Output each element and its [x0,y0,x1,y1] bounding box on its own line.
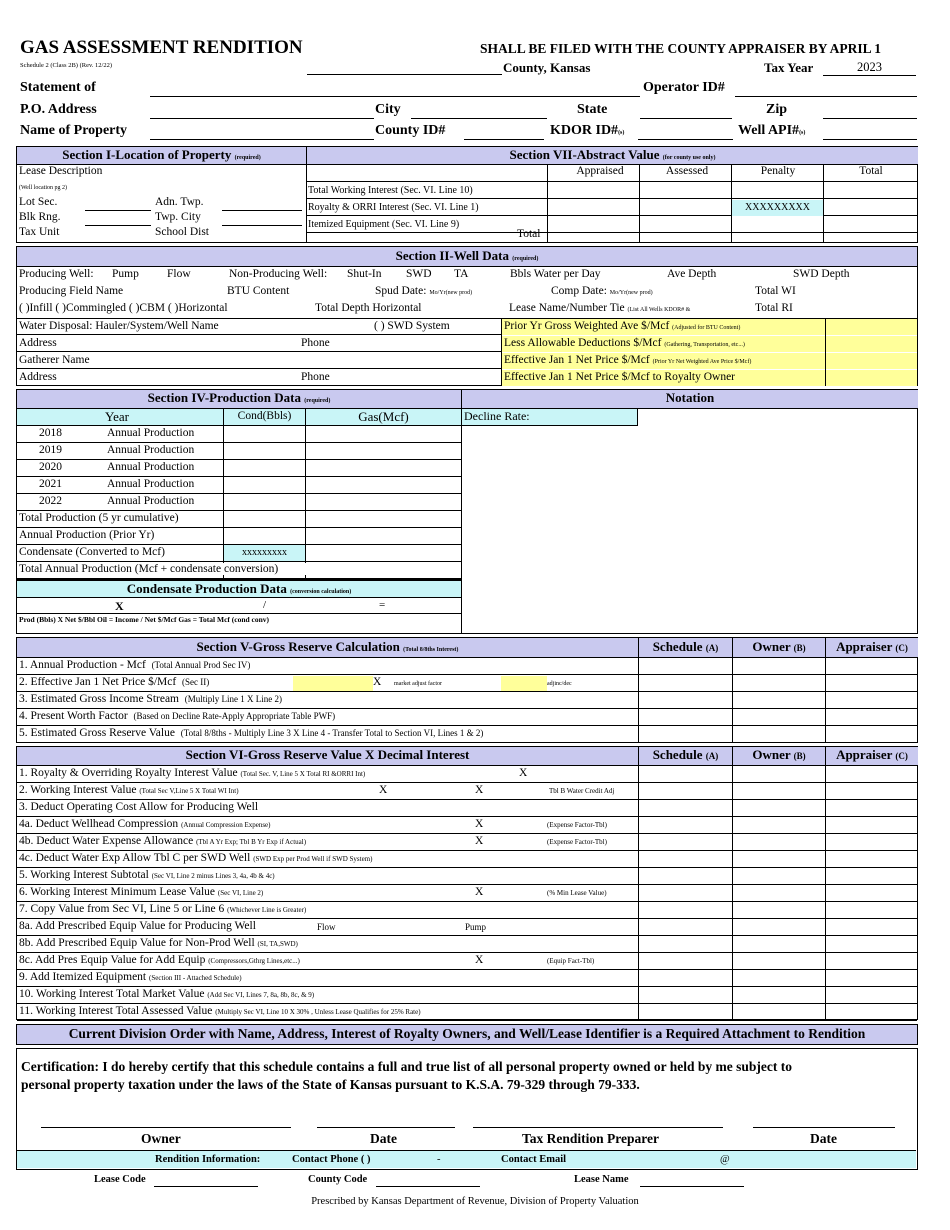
schedule-col-header: Schedule (A) [639,638,732,658]
county-label: County, Kansas [503,60,591,75]
cert-line-2: personal property taxation under the laws of the State of Kansas pursuant to K.S.A. 79-329 through 79-333. [21,1077,640,1092]
zip-input[interactable] [823,118,917,119]
owner-label: Owner [141,1131,181,1146]
cond-slash: / [263,599,267,611]
notation-header: Notation [462,390,918,409]
tax-year-value[interactable]: 2023 [823,60,916,76]
well-api-label: Well API#(s) [738,123,806,138]
well-type-options[interactable]: ( )Infill ( )Commingled ( )CBM ( )Horizontal [19,302,228,314]
prescribed-by: Prescribed by Kansas Department of Revenue, Division of Property Valuation [311,1196,639,1207]
lot-sec-input[interactable] [85,210,151,211]
s6-x: X [475,835,484,847]
swd-depth-label: SWD Depth [793,268,850,280]
s6-line: 7. Copy Value from Sec VI, Line 5 or Line 6 (Whichever Line is Greater) [19,903,307,915]
certification-box [16,1048,918,1170]
s6-note: (Expense Factor-Tbl) [547,821,607,829]
s6-appraiser-header: Appraiser (C) [826,747,918,766]
contact-phone[interactable]: Contact Phone ( ) [292,1154,371,1165]
po-address-input[interactable] [150,118,374,119]
total-working-interest-label: Total Working Interest (Sec. VI. Line 10) [308,185,473,196]
production-year: 2019 [39,444,62,456]
county-id-label: County ID# [375,123,446,138]
lease-code-label: Lease Code [94,1174,146,1185]
owner-date[interactable] [317,1127,455,1128]
address-label-2: Address [19,371,57,383]
condensate-header: Condensate Production Data (conversion calculation) [17,579,461,598]
section-6 [16,746,918,1020]
property-name-label: Name of Property [20,123,128,138]
production-grid [17,409,461,579]
property-name-input[interactable] [150,139,374,140]
kdor-id-input[interactable] [638,139,733,140]
owner-signature[interactable] [41,1127,291,1128]
s6-note: Tbl B Water Credit Adj [549,787,615,795]
field-name-label: Producing Field Name [19,285,124,297]
city-label: City [375,102,401,117]
production-year: 2020 [39,461,62,473]
s6-x: X [475,954,484,966]
net-price-label: Effective Jan 1 Net Price $/Mcf (Prior Yr Net Weighted Ave Price $/Mcf) [504,354,752,366]
date-label-2: Date [810,1131,837,1146]
producing-well-label: Producing Well: [19,268,94,280]
s6-x: X [519,767,528,779]
market-adjust-label: market adjust factor [394,681,442,687]
col-appraised: Appraised [576,165,624,177]
decline-rate-label: Decline Rate: [462,409,638,426]
production-label: Annual Production [107,495,195,507]
section-7-header: Section VII-Abstract Value (for county use only) [307,147,918,165]
itemized-equipment-label: Itemized Equipment (Sec. VI. Line 9) [308,219,460,230]
royalty-net-price-input[interactable] [826,370,917,386]
s6-line: 3. Deduct Operating Cost Allow for Producing Well [19,801,259,813]
condensate-label: Condensate (Converted to Mcf) [19,546,165,558]
gatherer-name-label: Gatherer Name [19,354,90,366]
well-api-input[interactable] [823,139,917,140]
email-at: @ [720,1154,730,1165]
form-title: GAS ASSESSMENT RENDITION [20,37,303,58]
royalty-orri-label: Royalty & ORRI Interest (Sec. VI. Line 1) [308,202,479,213]
s5-line5: 5. Estimated Gross Reserve Value (Total 8/8ths - Multiply Line 3 X Line 4 - Transfer Total to Section VI, Lines 1 & 2) [19,727,484,739]
schedule-rev: Schedule 2 (Class 2B) (Rev. 12/22) [20,62,113,69]
s6-x: X [475,886,484,898]
spud-date-label: Spud Date: Mo/Yr(new prod) [375,285,473,297]
zip-label: Zip [766,102,788,117]
deductions-label: Less Allowable Deductions $/Mcf (Gathering, Transportation, etc...) [504,337,745,349]
section-4-header: Section IV-Production Data (required) [17,390,461,409]
lease-name-label: Lease Name [574,1174,629,1185]
preparer-label: Tax Rendition Preparer [522,1131,660,1146]
s5-line4: 4. Present Worth Factor (Based on Decline Rate-Apply Appropriate Table PWF) [19,710,336,722]
operator-id-input[interactable] [735,96,917,97]
production-year: 2018 [39,427,62,439]
s6-line: 9. Add Itemized Equipment (Section III - Attached Schedule) [19,971,242,983]
s6-l2-x1: X [379,784,388,796]
blk-rng-input[interactable] [85,225,151,226]
section-4 [16,389,918,634]
s5-line3: 3. Estimated Gross Income Stream (Multiply Line 1 X Line 2) [19,693,282,705]
deductions-input[interactable] [826,336,917,352]
annual-prior-label: Annual Production (Prior Yr) [19,529,155,541]
s6-line: 10. Working Interest Total Market Value (Add Sec VI, Lines 7, 8a, 8b, 8c, & 9) [19,988,315,1000]
s6-line: 4c. Deduct Water Exp Allow Tbl C per SWD Well (SWD Exp per Prod Well if SWD System) [19,852,373,864]
county-code-input[interactable] [376,1186,480,1187]
abstract-value-grid [307,165,918,243]
water-disposal-label: Water Disposal: Hauler/System/Well Name [19,320,219,332]
s6-line: 11. Working Interest Total Assessed Value (Multiply Sec VI, Line 10 X 30% , Unless Lease Qualifies for 25% Rate) [19,1005,421,1017]
state-label: State [577,102,608,117]
phone-label-1: Phone [301,337,330,349]
county-code-label: County Code [308,1174,368,1185]
condensate-masked: xxxxxxxxx [224,545,305,561]
section-1-7 [16,146,918,243]
address-label-1: Address [19,337,57,349]
operator-id-label: Operator ID# [643,80,725,95]
s6-line: 4a. Deduct Wellhead Compression (Annual Compression Expense) [19,818,271,830]
state-input[interactable] [640,118,732,119]
well-location-note: (Well location pg 2) [19,185,68,191]
shut-in-option[interactable]: Shut-In [347,268,382,280]
prior-yr-gross-label: Prior Yr Gross Weighted Ave $/Mcf (Adjusted for BTU Content) [504,320,741,332]
owner-col-header: Owner (B) [733,638,825,658]
production-label: Annual Production [107,427,195,439]
adn-twp-label: Adn. Twp. [155,196,204,208]
lease-name-input[interactable] [640,1186,744,1187]
net-price-input[interactable] [826,353,917,369]
s6-line: 8c. Add Pres Equip Value for Add Equip (Compressors,Gthrg Lines,etc...) [19,954,300,966]
preparer-signature[interactable] [473,1127,723,1128]
date-label-1: Date [370,1131,397,1146]
ave-depth-label: Ave Depth [667,268,717,280]
net-price-yellow[interactable] [293,676,373,691]
ta-option[interactable]: TA [454,268,469,280]
cert-line-1: Certification: I do hereby certify that this schedule contains a full and true list of all personal property owned or held by me subject to [21,1059,792,1074]
abstract-total-label: Total [517,228,541,240]
filing-notice: SHALL BE FILED WITH THE COUNTY APPRAISER BY APRIL 1 [480,41,881,56]
s6-line: 8b. Add Prescribed Equip Value for Non-Prod Well (SI, TA,SWD) [19,937,298,949]
production-label: Annual Production [107,478,195,490]
section-1-header: Section I-Location of Property (required) [17,147,306,165]
gas-header: Gas(Mcf) [358,409,409,424]
col-penalty: Penalty [760,165,796,177]
pump-option[interactable]: Pump [112,268,139,280]
section-5 [16,637,918,743]
s6-line: 6. Working Interest Minimum Lease Value (Sec VI, Line 2) [19,886,264,898]
total-annual-label: Total Annual Production (Mcf + condensate conversion) [19,563,307,575]
po-address-label: P.O. Address [20,102,97,117]
total-ri-label: Total RI [755,302,793,314]
btu-content-label: BTU Content [227,285,290,297]
total-depth-horizontal-label: Total Depth Horizontal [315,302,422,314]
s6-x: X [475,784,484,796]
s6-line: 1. Royalty & Overriding Royalty Interest Value (Total Sec. V, Line 5 X Total RI &ORRI Int) [19,767,366,779]
section-2 [16,246,918,386]
production-year: 2021 [39,478,62,490]
s6-note: (% Min Lease Value) [547,889,607,897]
s6-owner-header: Owner (B) [733,747,825,766]
phone-label-2: Phone [301,371,330,383]
statement-of-label: Statement of [20,80,96,95]
flow-option[interactable]: Flow [167,268,191,280]
lot-sec-label: Lot Sec. [19,196,58,208]
tax-unit-label: Tax Unit [19,226,60,238]
twp-city-label: Twp. City [155,211,201,223]
kdor-id-label: KDOR ID#(s) [550,123,625,138]
s6-note: (Equip Fact-Tbl) [547,957,595,965]
penalty-masked: XXXXXXXXX [732,200,823,216]
market-adjust-input[interactable] [501,676,547,691]
section-2-header: Section II-Well Data (required) [17,247,917,267]
s6-note: (Expense Factor-Tbl) [547,838,607,846]
county-id-input[interactable] [464,139,544,140]
city-input[interactable] [411,118,547,119]
blk-rng-label: Blk Rng. [19,211,61,223]
rendition-info-label: Rendition Information: [155,1154,261,1165]
s5-line2: 2. Effective Jan 1 Net Price $/Mcf (Sec II) [19,676,210,688]
contact-email[interactable]: Contact Email [501,1154,567,1165]
school-dist-label: School Dist [155,226,209,238]
adn-twp-input[interactable] [222,210,302,211]
year-header: Year [105,409,129,424]
county-input[interactable] [307,74,502,75]
twp-city-input[interactable] [222,225,302,226]
bbls-water-label: Bbls Water per Day [510,268,601,280]
swd-system-option[interactable]: ( ) SWD System [374,320,450,332]
flow-label: Flow [317,922,336,932]
s5-line1: 1. Annual Production - Mcf (Total Annual Prod Sec IV) [19,659,251,671]
production-label: Annual Production [107,444,195,456]
col-assessed: Assessed [665,165,709,177]
royalty-net-price-label: Effective Jan 1 Net Price $/Mcf to Royalty Owner [504,371,735,383]
prior-yr-gross-input[interactable] [826,319,917,335]
col-total: Total [859,165,883,177]
rendition-info-bar [17,1150,916,1168]
phone-dash: - [437,1154,441,1165]
statement-of-input[interactable] [150,96,640,97]
s6-line: 8a. Add Prescribed Equip Value for Producing Well [19,920,256,932]
s6-x: X [475,818,484,830]
total5-label: Total Production (5 yr cumulative) [19,512,179,524]
s5-x: X [373,676,382,688]
swd-option[interactable]: SWD [406,268,432,280]
pump-label: Pump [465,922,487,932]
cond-formula: Prod (Bbls) X Net $/Bbl Oil = Income / Net $/Mcf Gas = Total Mcf (cond conv) [19,615,270,624]
comp-date-label: Comp Date: Mo/Yr(new prod) [551,285,653,297]
section-5-header: Section V-Gross Reserve Calculation (Total 8/8ths Interest) [17,638,638,658]
adj-inc-dec-label: adjinc/dec [547,681,572,687]
cond-x: X [115,599,124,613]
preparer-date[interactable] [753,1127,895,1128]
division-order-notice: Current Division Order with Name, Address, Interest of Royalty Owners, and Well/Lease Identifier is a Required Attachment to Rendition [16,1024,918,1045]
s6-line: 5. Working Interest Subtotal (Sec VI, Line 2 minus Lines 3, 4a, 4b & 4c) [19,869,275,881]
section-6-header: Section VI-Gross Reserve Value X Decimal Interest [17,747,638,766]
production-label: Annual Production [107,461,195,473]
cond-eq: = [379,599,386,611]
s6-line: 4b. Deduct Water Expense Allowance (Tbl A Yr Exp; Tbl B Yr Exp if Actual) [19,835,307,847]
lease-code-input[interactable] [154,1186,258,1187]
production-year: 2022 [39,495,62,507]
cond-header: Cond(Bbls) [237,410,292,422]
s6-line: 2. Working Interest Value (Total Sec V,Line 5 X Total WI Int) [19,784,239,796]
s6-schedule-header: Schedule (A) [639,747,732,766]
total-wi-label: Total WI [755,285,796,297]
non-producing-label: Non-Producing Well: [229,268,328,280]
lease-tie-label: Lease Name/Number Tie (List All Wells KDOR# & [509,302,691,314]
lease-description-label: Lease Description [19,165,103,177]
tax-year-label: Tax Year [764,60,814,75]
appraiser-col-header: Appraiser (C) [826,638,918,658]
